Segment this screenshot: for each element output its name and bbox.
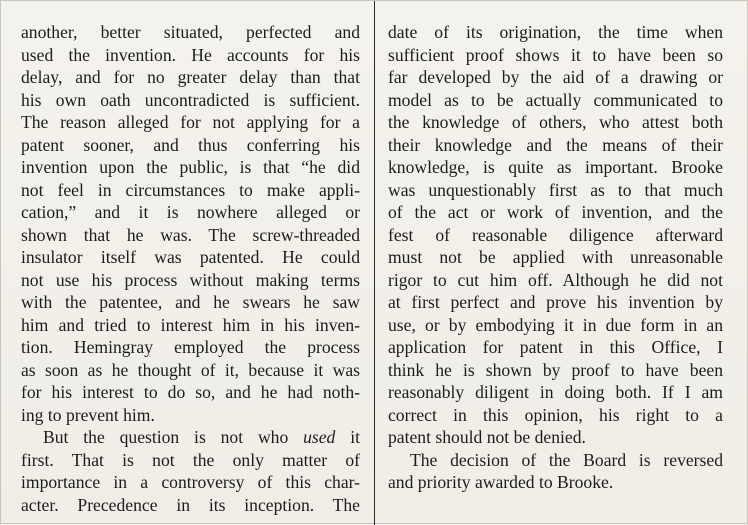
text-line: used the invention. He accounts for his bbox=[21, 44, 360, 65]
text-line: him and tried to interest him in his inven- bbox=[21, 314, 360, 335]
text-line: acter. Precedence in its inception. The bbox=[21, 494, 360, 515]
text-line: with the patentee, and he swears he saw bbox=[21, 292, 360, 312]
text-line: not feel in circumstances to make appli- bbox=[21, 179, 360, 200]
text-line: invention upon the public, is that “he did bbox=[21, 157, 360, 177]
text-line: and priority awarded to Brooke. bbox=[388, 472, 614, 492]
text-line: correct in this opinion, his right to a bbox=[388, 404, 723, 425]
text-line: delay, and for no greater delay than that bbox=[21, 67, 360, 87]
text-line: application for patent in this Office, I bbox=[388, 337, 723, 357]
text-line: for his interest to do so, and he had noth- bbox=[21, 382, 360, 402]
text-line: insulator itself was patented. He could bbox=[21, 247, 360, 267]
text-line: patent sooner, and thus conferring his bbox=[21, 134, 360, 155]
text-line: far developed by the aid of a drawing or bbox=[388, 67, 723, 87]
text-line: The reason alleged for not applying for a bbox=[21, 112, 360, 132]
text-line: not use his process without making terms bbox=[21, 269, 360, 290]
text-line: first. That is not the only matter of bbox=[21, 449, 360, 470]
text-line-with-emphasis bbox=[21, 426, 360, 449]
text-line: the knowledge of others, who attest both bbox=[388, 112, 723, 132]
text-line: sufficient proof shows it to have been so bbox=[388, 44, 723, 65]
text-line: cation,” and it is nowhere alleged or bbox=[21, 202, 360, 222]
right-column bbox=[388, 21, 723, 494]
text-run: it bbox=[335, 427, 360, 447]
text-line: reasonably diligent in doing both. If I am bbox=[388, 382, 723, 402]
text-line: must not be applied with unreasonable bbox=[388, 247, 723, 267]
text-line: knowledge, is quite as important. Brooke bbox=[388, 157, 723, 177]
column-divider bbox=[374, 1, 375, 525]
text-line: his own oath uncontradicted is sufficient. bbox=[21, 89, 360, 110]
text-line: ing to prevent him. bbox=[21, 404, 155, 425]
text-line: The decision of the Board is reversed bbox=[410, 449, 723, 470]
text-line: patent should not be denied. bbox=[388, 427, 586, 447]
text-line: fest of reasonable diligence afterward bbox=[388, 224, 723, 245]
text-line: their knowledge and the means of their bbox=[388, 134, 723, 155]
text-run: But the question is not who bbox=[43, 427, 304, 447]
text-line: as soon as he thought of it, because it was bbox=[21, 359, 360, 380]
text-line: rigor to cut him off. Although he did not bbox=[388, 269, 723, 290]
right-paragraph-1 bbox=[388, 21, 723, 449]
text-line: model as to be actually communicated to bbox=[388, 89, 723, 110]
text-line: importance in a controversy of this char- bbox=[21, 472, 360, 492]
text-line: tion. Hemingray employed the process bbox=[21, 337, 360, 357]
left-column bbox=[21, 21, 360, 516]
left-paragraph-1 bbox=[21, 21, 360, 426]
text-line: of the act or work of invention, and the bbox=[388, 202, 723, 222]
left-paragraph-2 bbox=[21, 426, 360, 516]
text-line: think he is shown by proof to have been bbox=[388, 359, 723, 380]
text-line: was unquestionably first as to that much bbox=[388, 179, 723, 200]
text-line: use, or by embodying it in due form in an bbox=[388, 314, 723, 335]
text-line: shown that he was. The screw-threaded bbox=[21, 224, 360, 245]
text-line: another, better situated, perfected and bbox=[21, 22, 360, 42]
text-line: at first perfect and prove his invention by bbox=[388, 292, 723, 312]
right-paragraph-2 bbox=[388, 449, 723, 494]
text-line: date of its origination, the time when bbox=[388, 22, 723, 42]
emphasis-word: used bbox=[303, 427, 336, 447]
